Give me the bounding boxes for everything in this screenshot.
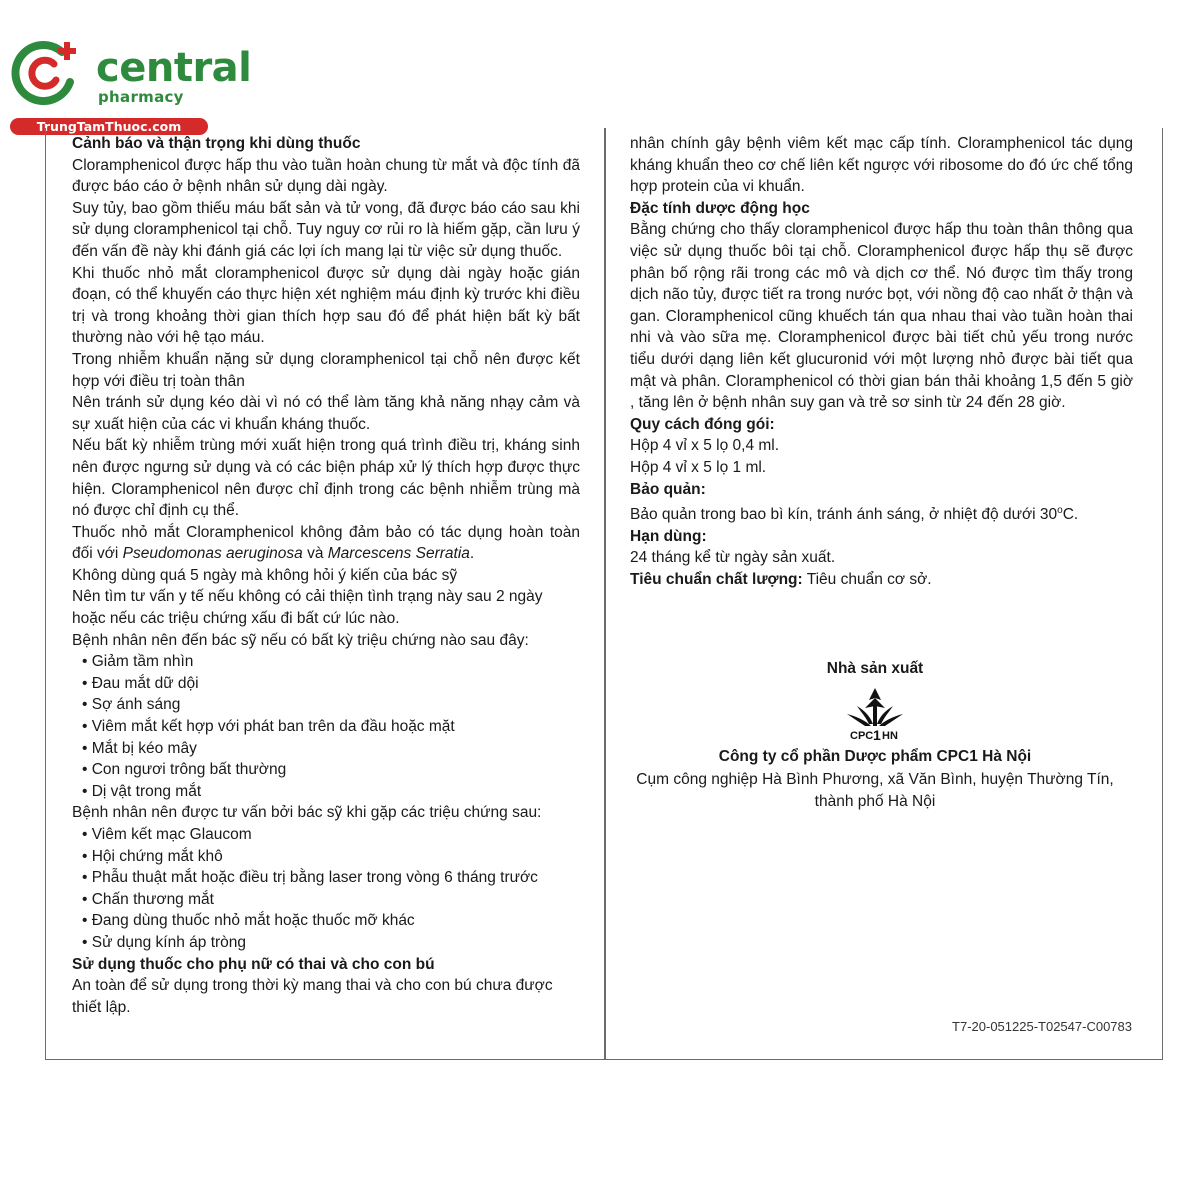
pharmacy-logo [10,38,252,136]
central-pharmacy-logo-icon [10,38,80,108]
consult-list [72,824,580,954]
manufacturer-address-line: thành phố Hà Nội [814,792,936,810]
storage-text: Bảo quản trong bao bì kín, tránh ánh sáng, ở nhiệt độ dưới 30$^o$C. [630,505,1079,524]
paragraph: Bệnh nhân nên được tư vấn bởi bác sỹ khi gặp các triệu chứng sau: [72,804,542,822]
manufacturer-block [630,658,1120,812]
heading-warnings: Cảnh báo và thận trọng khi dùng thuốc [72,135,361,152]
svg-text:CPC: CPC [850,729,874,742]
paragraph: An toàn để sử dụng trong thời kỳ mang thai và cho con bú chưa được thiết lập. [72,977,553,1016]
list-item: • Viêm mắt kết hợp với phát ban trên da đầu hoặc mặt [82,716,580,738]
symptom-list [72,651,580,802]
paragraph: Bệnh nhân nên đến bác sỹ nếu có bất kỳ triệu chứng nào sau đây: [72,631,529,649]
right-column [630,133,1133,591]
list-item: • Con ngươi trông bất thường [82,759,580,781]
manufacturer-title: Nhà sản xuất [826,660,924,677]
paragraph: Trong nhiễm khuẩn nặng sử dụng cloramphenicol tại chỗ nên được kết hợp với điều trị toàn thân [72,350,580,390]
list-item: • Dị vật trong mắt [82,781,580,803]
list-item: • Phẫu thuật mắt hoặc điều trị bằng laser trong vòng 6 tháng trước [82,867,580,889]
heading-storage: Bảo quản: [630,480,706,498]
heading-packaging: Quy cách đóng gói: [630,415,775,433]
heading-pregnancy: Sử dụng thuốc cho phụ nữ có thai và cho con bú [72,955,435,973]
list-item: • Hội chứng mắt khô [82,846,580,868]
column-divider [604,128,606,1060]
manufacturer-address-line: Cụm công nghiệp Hà Bình Phương, xã Văn Bình, huyện Thường Tín, [636,771,1114,789]
list-item: • Đang dùng thuốc nhỏ mắt hoặc thuốc mỡ khác [82,910,580,932]
list-item: • Viêm kết mạc Glaucom [82,824,580,846]
paragraph: Bằng chứng cho thấy cloramphenicol được hấp thu toàn thân thông qua việc sử dụng thuốc bôi tại chỗ. Cloramphenicol được hấp thụ sẽ được phân bố rộng rãi trong các mô và dịch cơ thể. Nó được tìm thấy trong dịch não tủy, được tiết ra trong nước bọt, với nồng độ cao nhất ở thận và gan. Cloramphenicol cũng khuếch tán qua nhau thai vào tuần hoàn thai nhi và vào sữa mẹ. Cloramphenicol được bài tiết chủ yếu trong nước tiểu dưới dạng liên kết glucuronid với một lượng nhỏ được bài tiết qua mật và phân. Cloramphenicol có thời gian bán thải khoảng 1,5 đến 5 giờ , tăng lên ở bệnh nhân suy gan và trẻ sơ sinh từ 24 đến 28 giờ. [630,221,1133,412]
expiry-text: 24 tháng kể từ ngày sản xuất. [630,549,836,567]
heading-pharmacokinetics: Đặc tính dược động học [630,199,810,217]
paragraph: Thuốc nhỏ mắt Cloramphenicol không đảm bảo có tác dụng hoàn toàn đối với Pseudomonas aeruginosa và Marcescens Serratia. [72,523,580,563]
cpc1-logo-icon [843,684,907,744]
paragraph: Nên tìm tư vấn y tế nếu không có cải thiện tình trạng này sau 2 ngày hoặc nếu các triệu chứng xấu đi bất cứ lúc nào. [72,588,543,628]
packaging-line: Hộp 4 vỉ x 5 lọ 0,4 ml. [630,437,780,455]
list-item: • Đau mắt dữ dội [82,673,580,695]
manufacturer-company: Công ty cổ phần Dược phẩm CPC1 Hà Nội [718,747,1032,765]
paragraph: Nếu bất kỳ nhiễm trùng mới xuất hiện trong quá trình điều trị, kháng sinh nên được ngưng sử dụng và có các biện pháp xử lý thích hợp được thực hiện. Cloramphenicol nên được chỉ định trong các bệnh nhiễm trùng mà nó được chỉ định cụ thể. [72,437,580,520]
document-code: T7-20-051225-T02547-C00783 [952,1019,1132,1034]
logo-website-badge: TrungTamThuoc.com [10,118,208,135]
paragraph: Khi thuốc nhỏ mắt cloramphenicol được sử dụng dài ngày hoặc gián đoạn, có thể khuyến cáo thực hiện xét nghiệm máu định kỳ trước khi điều trị và trong khoảng thời gian thích hợp sau đó để phát hiện bất kỳ bất thường nào với hệ tạo máu. [72,264,580,347]
packaging-line: Hộp 4 vỉ x 5 lọ 1 ml. [630,458,767,476]
list-item: • Mắt bị kéo mây [82,738,580,760]
svg-text:1: 1 [873,726,881,743]
list-item: • Giảm tầm nhìn [82,651,580,673]
list-item: • Sợ ánh sáng [82,694,580,716]
logo-subtitle: pharmacy [98,88,184,106]
paragraph: Suy tủy, bao gồm thiếu máu bất sản và tử vong, đã được báo cáo sau khi sử dụng cloramphenicol tại chỗ. Tuy nguy cơ rủi ro là hiếm gặp, cần lưu ý đến vấn đề này khi đánh giá các lợi ích mang lại từ việc sử dụng thuốc. [72,199,580,260]
paragraph: Nên tránh sử dụng kéo dài vì nó có thể làm tăng khả năng nhạy cảm và sự xuất hiện của các vi khuẩn kháng thuốc. [72,394,580,433]
list-item: • Chấn thương mắt [82,889,580,911]
heading-expiry: Hạn dùng: [630,527,707,545]
svg-text:HN: HN [882,729,898,742]
paragraph: Cloramphenicol được hấp thu vào tuần hoàn chung từ mắt và độc tính đã được báo cáo ở bệnh nhân sử dụng dài ngày. [72,156,580,196]
paragraph: Không dùng quá 5 ngày mà không hỏi ý kiến của bác sỹ [72,566,458,584]
quality-standard: Tiêu chuẩn chất lượng: Tiêu chuẩn cơ sở. [630,571,932,589]
list-item: • Sử dụng kính áp tròng [82,932,580,954]
logo-name: central [96,45,252,91]
left-column [72,133,580,1018]
paragraph: nhân chính gây bệnh viêm kết mạc cấp tính. Cloramphenicol tác dụng kháng khuẩn theo cơ chế liên kết ngược với ribosome do đó ức chế tổng hợp protein của vi khuẩn. [630,135,1133,196]
